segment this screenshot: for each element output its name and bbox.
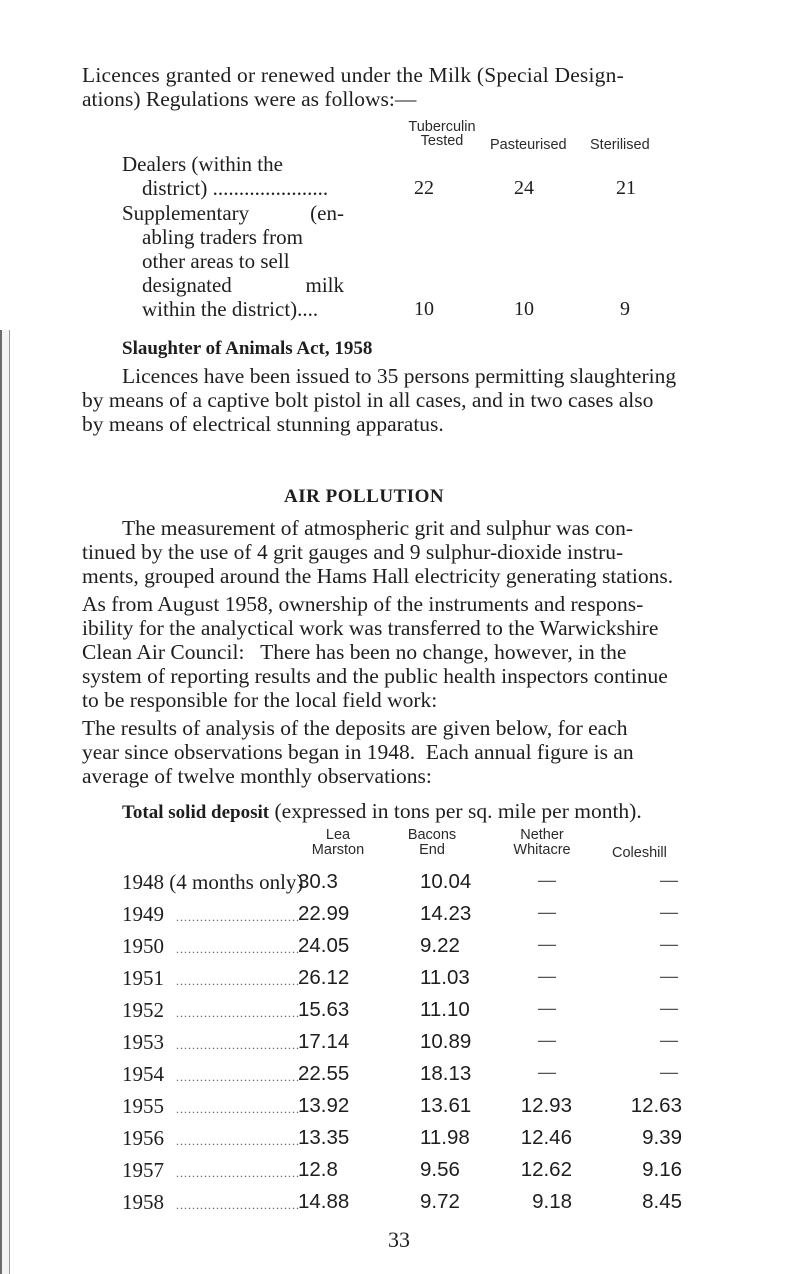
cell-coleshill: 9.16 xyxy=(642,1158,682,1181)
cell-bacons: 10.04 xyxy=(420,870,472,893)
row-leader-dots: ............................... xyxy=(176,1198,300,1212)
col-header-nether-whitacre: Nether Whitacre xyxy=(513,827,571,858)
deposit-caption xyxy=(122,799,642,824)
row-year: 1953 xyxy=(122,1030,164,1054)
row-year: 1948 (4 months only) xyxy=(122,870,304,894)
cell-nether: 12.93 xyxy=(520,1094,572,1117)
col-header-coleshill: Coleshill xyxy=(612,845,667,861)
milk-dealers-pasteurised: 24 xyxy=(514,177,534,199)
slaughter-line-1: Licences have been issued to 35 persons permitting slaughtering xyxy=(122,364,677,388)
row-leader-dots: ............................... xyxy=(176,1070,300,1084)
cell-nether: — xyxy=(538,1030,556,1050)
slaughter-heading: Slaughter of Animals Act, 1958 xyxy=(122,338,373,359)
cell-lea: 22.99 xyxy=(298,902,350,925)
air-pollution-heading: AIR POLLUTION xyxy=(284,486,445,507)
row-year: 1954 xyxy=(122,1062,164,1086)
cell-bacons: 9.56 xyxy=(420,1158,460,1181)
cell-lea: 13.92 xyxy=(298,1094,350,1117)
cell-lea: 26.12 xyxy=(298,966,350,989)
air-p1-line-1: The measurement of atmospheric grit and sulphur was con- xyxy=(122,516,634,540)
milk-dealers-sterilised: 21 xyxy=(616,177,636,199)
cell-bacons: 10.89 xyxy=(420,1030,472,1053)
milk-row-supp-label-5: within the district).... xyxy=(142,297,319,321)
milk-row-dealers-label-1: Dealers (within the xyxy=(122,152,283,176)
row-year: 1956 xyxy=(122,1126,164,1150)
cell-nether: — xyxy=(538,966,556,986)
cell-lea: 12.8 xyxy=(298,1158,338,1181)
row-year: 1949 xyxy=(122,902,164,926)
row-leader-dots: ............................... xyxy=(176,910,300,924)
row-leader-dots: ............................... xyxy=(176,1102,300,1116)
cell-coleshill: — xyxy=(660,966,678,986)
cell-bacons: 18.13 xyxy=(420,1062,472,1085)
row-leader-dots: ............................... xyxy=(176,1134,300,1148)
cell-coleshill: — xyxy=(660,934,678,954)
row-leader-dots: ............................... xyxy=(176,1166,300,1180)
cell-bacons: 9.22 xyxy=(420,934,460,957)
milk-supp-pasteurised: 10 xyxy=(514,298,534,320)
air-p1-line-2: tinued by the use of 4 grit gauges and 9 sulphur-dioxide instru- xyxy=(82,540,624,564)
milk-header-sterilised: Sterilised xyxy=(590,137,650,153)
milk-row-supp-label-4: designated milk xyxy=(142,273,344,297)
deposit-caption-rest: (expressed in tons per sq. mile per month). xyxy=(274,799,642,823)
cell-bacons: 9.72 xyxy=(420,1190,460,1213)
air-p3-line-1: The results of analysis of the deposits are given below, for each xyxy=(82,716,628,740)
cell-coleshill: — xyxy=(660,902,678,922)
cell-nether: — xyxy=(538,902,556,922)
cell-coleshill: — xyxy=(660,1030,678,1050)
cell-lea: 22.55 xyxy=(298,1062,350,1085)
cell-nether: 12.62 xyxy=(520,1158,572,1181)
cell-nether: — xyxy=(538,1062,556,1082)
row-year: 1952 xyxy=(122,998,164,1022)
cell-bacons: 11.10 xyxy=(420,998,470,1021)
row-year: 1955 xyxy=(122,1094,164,1118)
licences-intro-line2: ations) Regulations were as follows:— xyxy=(82,87,417,111)
cell-lea: 13.35 xyxy=(298,1126,350,1149)
cell-coleshill: 8.45 xyxy=(642,1190,682,1213)
row-year: 1957 xyxy=(122,1158,164,1182)
cell-coleshill: 12.63 xyxy=(630,1094,682,1117)
milk-header-pasteurised: Pasteurised xyxy=(490,137,567,153)
milk-dealers-tt: 22 xyxy=(414,177,434,199)
cell-coleshill: 9.39 xyxy=(642,1126,682,1149)
row-year: 1951 xyxy=(122,966,164,990)
cell-coleshill: — xyxy=(660,870,678,890)
col-header-bacons-end: Bacons End xyxy=(407,827,457,858)
deposit-caption-bold: Total solid deposit xyxy=(122,802,270,823)
air-p2-line-1: As from August 1958, ownership of the instruments and respons- xyxy=(82,592,644,616)
air-p2-line-2: ibility for the analyctical work was transferred to the Warwickshire xyxy=(82,616,659,640)
cell-nether: 12.46 xyxy=(520,1126,572,1149)
milk-header-tuberculin: Tuberculin Tested xyxy=(408,119,476,149)
page-binding-edge xyxy=(0,330,10,1274)
row-year: 1958 xyxy=(122,1190,164,1214)
air-p2-line-3: Clean Air Council: There has been no change, however, in the xyxy=(82,640,627,664)
slaughter-line-2: by means of a captive bolt pistol in all cases, and in two cases also xyxy=(82,388,654,412)
cell-lea: 15.63 xyxy=(298,998,350,1021)
col-header-lea-marston: Lea Marston xyxy=(311,827,365,858)
air-p3-line-3: average of twelve monthly observations: xyxy=(82,764,432,788)
air-p3-line-2: year since observations began in 1948. Each annual figure is an xyxy=(82,740,634,764)
page-number: 33 xyxy=(388,1227,410,1252)
cell-nether: 9.18 xyxy=(532,1190,572,1213)
milk-row-supp-label-3: other areas to sell xyxy=(142,249,290,273)
milk-row-supp-label-2: abling traders from xyxy=(142,225,303,249)
cell-nether: — xyxy=(538,934,556,954)
cell-lea: 14.88 xyxy=(298,1190,350,1213)
milk-supp-sterilised: 9 xyxy=(620,298,630,320)
cell-lea: 24.05 xyxy=(298,934,350,957)
cell-bacons: 11.98 xyxy=(420,1126,470,1149)
row-leader-dots: ............................... xyxy=(176,1006,300,1020)
cell-coleshill: — xyxy=(660,998,678,1018)
row-leader-dots: ............................... xyxy=(176,1038,300,1052)
milk-row-supp-label-1: Supplementary (en- xyxy=(122,201,344,225)
cell-nether: — xyxy=(538,870,556,890)
air-p2-line-5: to be responsible for the local field work: xyxy=(82,688,438,712)
milk-row-dealers-label-2: district) ...................... xyxy=(142,176,329,200)
milk-supp-tt: 10 xyxy=(414,298,434,320)
air-p2-line-4: system of reporting results and the public health inspectors continue xyxy=(82,664,668,688)
slaughter-line-3: by means of electrical stunning apparatus. xyxy=(82,412,444,436)
cell-bacons: 14.23 xyxy=(420,902,472,925)
cell-nether: — xyxy=(538,998,556,1018)
cell-bacons: 13.61 xyxy=(420,1094,472,1117)
cell-lea: 30.3 xyxy=(298,870,338,893)
cell-bacons: 11.03 xyxy=(420,966,470,989)
row-leader-dots: ............................... xyxy=(176,974,300,988)
cell-lea: 17.14 xyxy=(298,1030,350,1053)
air-p1-line-3: ments, grouped around the Hams Hall electricity generating stations. xyxy=(82,564,674,588)
cell-coleshill: — xyxy=(660,1062,678,1082)
licences-intro-line1: Licences granted or renewed under the Milk (Special Design- xyxy=(82,63,624,87)
row-year: 1950 xyxy=(122,934,164,958)
row-leader-dots: ............................... xyxy=(176,942,300,956)
